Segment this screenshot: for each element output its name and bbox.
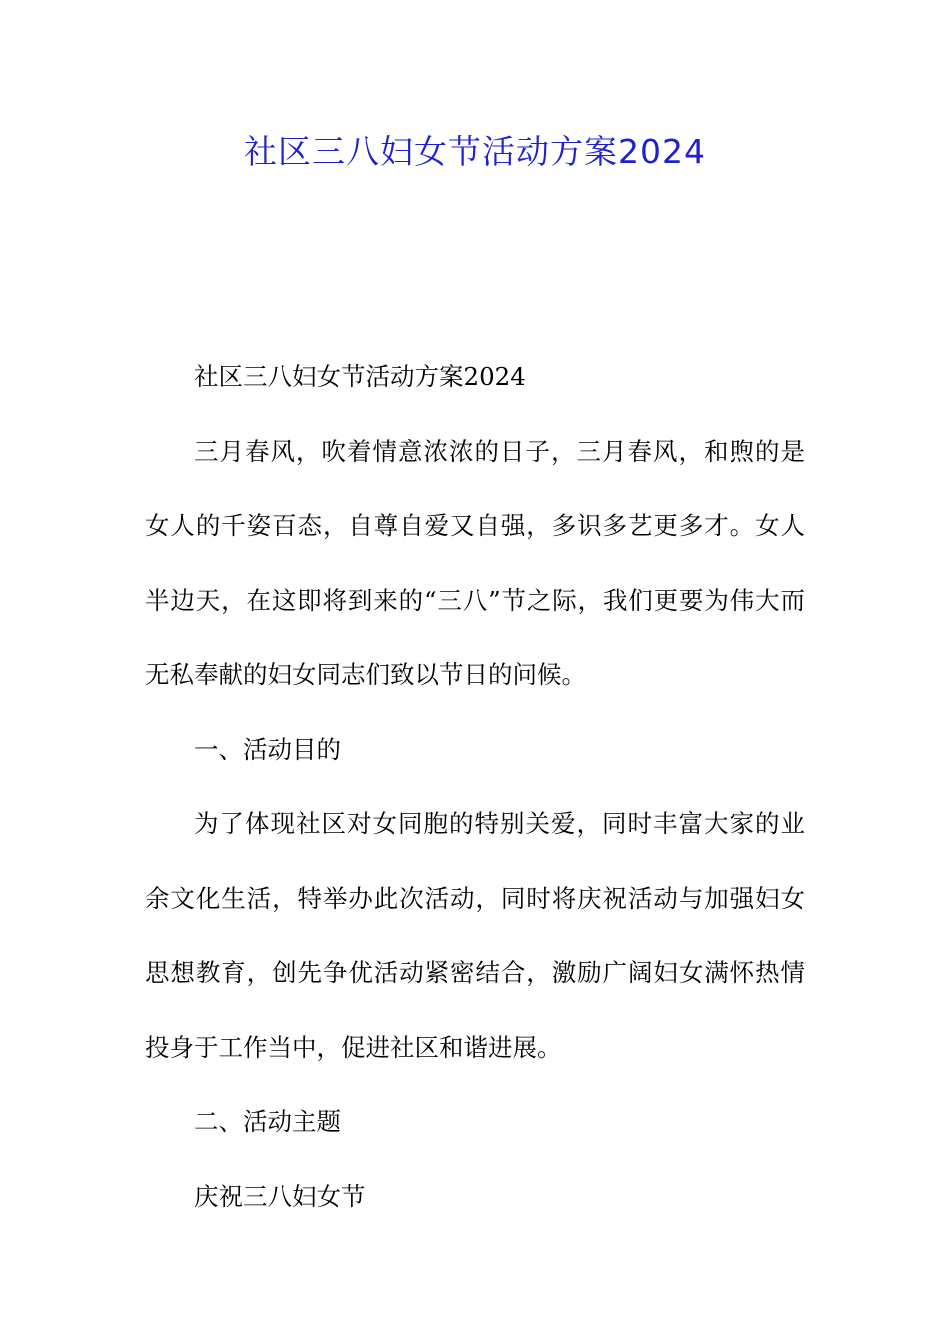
document-title: 社区三八妇女节活动方案2024 bbox=[244, 132, 706, 171]
section-heading-theme: 二、活动主题 bbox=[194, 1107, 341, 1136]
intro-paragraph: 三月春风，吹着情意浓浓的日子，三月春风，和煦的是女人的千姿百态，自尊自爱又自强，多识多艺更多才。女人半边天，在这即将到来的“三八”节之际，我们更要为伟大而无私奉献的妇女同志们致以节日的问候。 bbox=[145, 436, 805, 689]
document-body bbox=[145, 340, 805, 1234]
subtitle-paragraph: 社区三八妇女节活动方案2024 bbox=[194, 362, 526, 391]
theme-paragraph: 庆祝三八妇女节 bbox=[194, 1181, 366, 1211]
section-heading-purpose: 一、活动目的 bbox=[194, 734, 341, 764]
purpose-paragraph: 为了体现社区对女同胞的特别关爱，同时丰富大家的业余文化生活，特举办此次活动，同时将庆祝活动与加强妇女思想教育，创先争优活动紧密结合，激励广阔妇女满怀热情投身于工作当中，促进社区和谐进展。 bbox=[145, 809, 805, 1062]
